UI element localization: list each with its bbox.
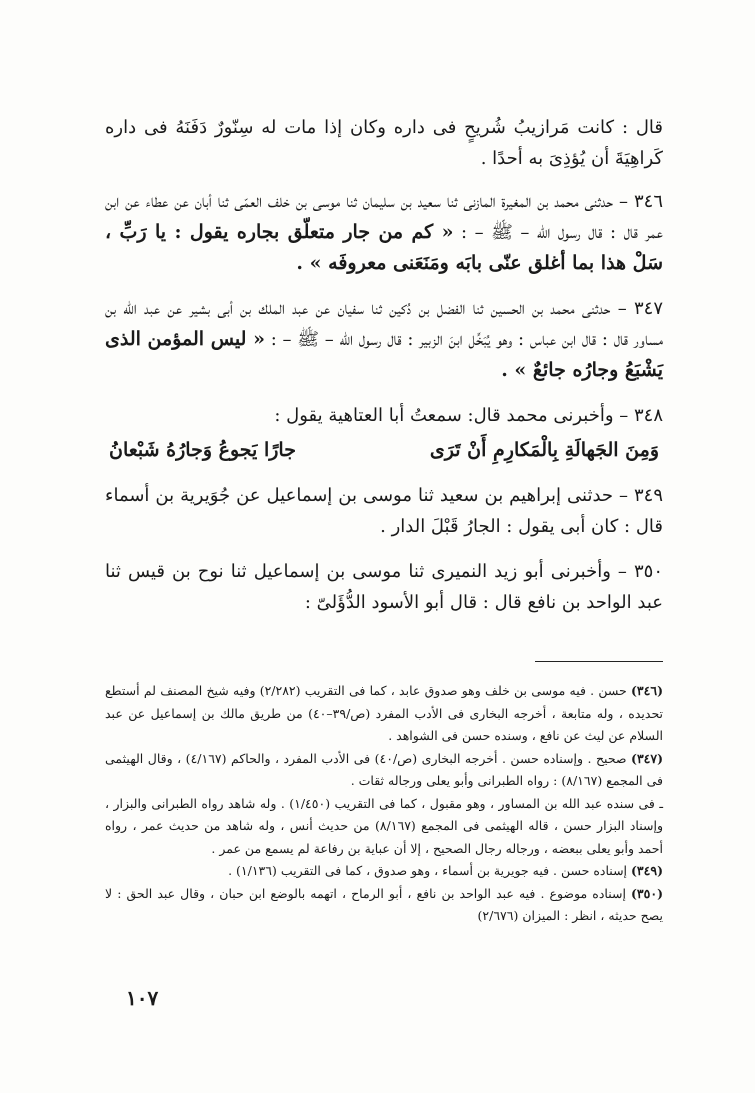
hadith-347 bbox=[105, 293, 663, 386]
footnote-divider bbox=[535, 661, 663, 662]
footnote-text: حسن . فيه موسى بن خلف وهو صدوق عابد ، كما فى التقريب (٢/٢٨٢) وفيه شيخ المصنف لم أستطع تحديده ، وله متابعة ، أخرجه البخارى فى الأدب المفرد (ص/٣٩–٤٠) من طريق مالك بن إسماعيل عن عبد السلام عن ليث عن نافع ، وسنده حسن فى الشواهد . bbox=[105, 683, 664, 743]
footnote-number: (٣٤٩) bbox=[631, 863, 663, 878]
intro-paragraph: قال : كانت مَرازيبُ شُريحٍ فى داره وكان إذا مات له سِنّورٌ دَفَنَهُ فى داره كَراهِيَةَ أن يُؤذِىَ به أحدًا . bbox=[105, 117, 663, 169]
footnote-number: (٣٤٦) bbox=[631, 683, 663, 698]
footnote-text: صحيح . وإسناده حسن . أخرجه البخارى (ص/٤٠) فى الأدب المفرد ، والحاكم (٤/١٦٧) ، وقال الهيثمى فى المجمع (٨/١٦٧) : رواه الطبرانى وأبو يعلى ورجاله ثقات . bbox=[105, 750, 663, 788]
footnote-number: (٣٥٠) bbox=[631, 885, 663, 901]
hadith-346 bbox=[105, 186, 663, 279]
report-349: ٣٤٩ – حدثنى إبراهيم بن سعيد ثنا موسى بن إسماعيل عن جُوَيرية بن أسماء قال : كان أبى يقول : الجارُ قَبْلَ الدار . bbox=[105, 485, 663, 537]
verse-second-hemistich: جارًا يَجوعُ وَجارُهُ شَبْعانُ bbox=[109, 439, 296, 461]
footnote bbox=[105, 793, 663, 861]
footnote-text: إسناده حسن . فيه جويرية بن أسماء ، وهو صدوق ، كما فى التقريب (١/١٣٦) . bbox=[228, 863, 628, 878]
footnote bbox=[105, 748, 663, 793]
report-348: ٣٤٨ – وأخبرنى محمد قال: سمعتُ أبا العتاهية يقول : bbox=[274, 405, 663, 426]
footnote-number: (٣٤٧) bbox=[631, 750, 664, 766]
report-350: ٣٥٠ – وأخبرنى أبو زيد النميرى ثنا موسى بن إسماعيل ثنا نوح بن قيس ثنا عبد الواحد بن نافع قال : قال أبو الأسود الدُّؤَلىّ : bbox=[105, 561, 663, 613]
footnote bbox=[105, 680, 663, 748]
hadith-346-chain: ٣٤٦ – حدثنى محمد بن المغيرة المازنى ثنا سعيد بن سليمان ثنا موسى بن خلف العمّى ثنا أبان عن عطاء عن ابن عمر قال : قال رسول الله – ﷺ – : bbox=[105, 191, 663, 243]
poem-verse bbox=[105, 435, 663, 466]
footnote bbox=[105, 860, 663, 883]
page-number: ١٠٧ bbox=[126, 986, 159, 1010]
hadith-347-text: « ليس المؤمن الذى يَشْبَعُ وجارُه جائعٌ » . bbox=[105, 328, 663, 381]
footnote-text: إسناده موضوع . فيه عبد الواحد بن نافع ، أبو الرماح ، اتهمه بالوضع ابن حبان ، وقال عبد الحق : لا يصح حديثه ، انظر : الميزان (٢/٦٧٦) bbox=[105, 885, 663, 923]
footnotes bbox=[105, 680, 663, 928]
footnote-text: ـ فى سنده عبد الله بن المساور ، وهو مقبول ، كما فى التقريب (١/٤٥٠) . وله شاهد رواه الطبرانى والبزار ، وإسناد البزار حسن ، قاله الهيثمى فى المجمع (٨/١٦٧) من حديث أنس ، وله شاهد من حديث عمر ، رواه أحمد وأبو يعلى ببعضه ، ورجاله رجال الصحيح ، إلا أن عباية بن رفاعة لم يسمع من عمر . bbox=[105, 795, 663, 856]
main-text bbox=[105, 112, 663, 632]
hadith-347-chain: ٣٤٧ – حدثنى محمد بن الحسين ثنا الفضل بن دُكين ثنا سفيان عن عبد الملك بن أبى بشير عن عبد الله بن مساور قال : قال ابن عباس : وهو يُبَخِّل ابنَ الزبير : قال رسول الله – ﷺ – : bbox=[105, 298, 664, 350]
hadith-346-text: « كم من جار متعلّق بجاره يقول : يا رَبِّ ، سَلْ هذا بما أغلق عنّى بابَه ومَنَعَنى معروفَه » . bbox=[105, 221, 663, 274]
footnote bbox=[105, 883, 663, 928]
verse-first-hemistich: وَمِنَ الجَهالَةِ بِالْمَكارِمِ أَنْ تَرَى bbox=[429, 439, 659, 461]
